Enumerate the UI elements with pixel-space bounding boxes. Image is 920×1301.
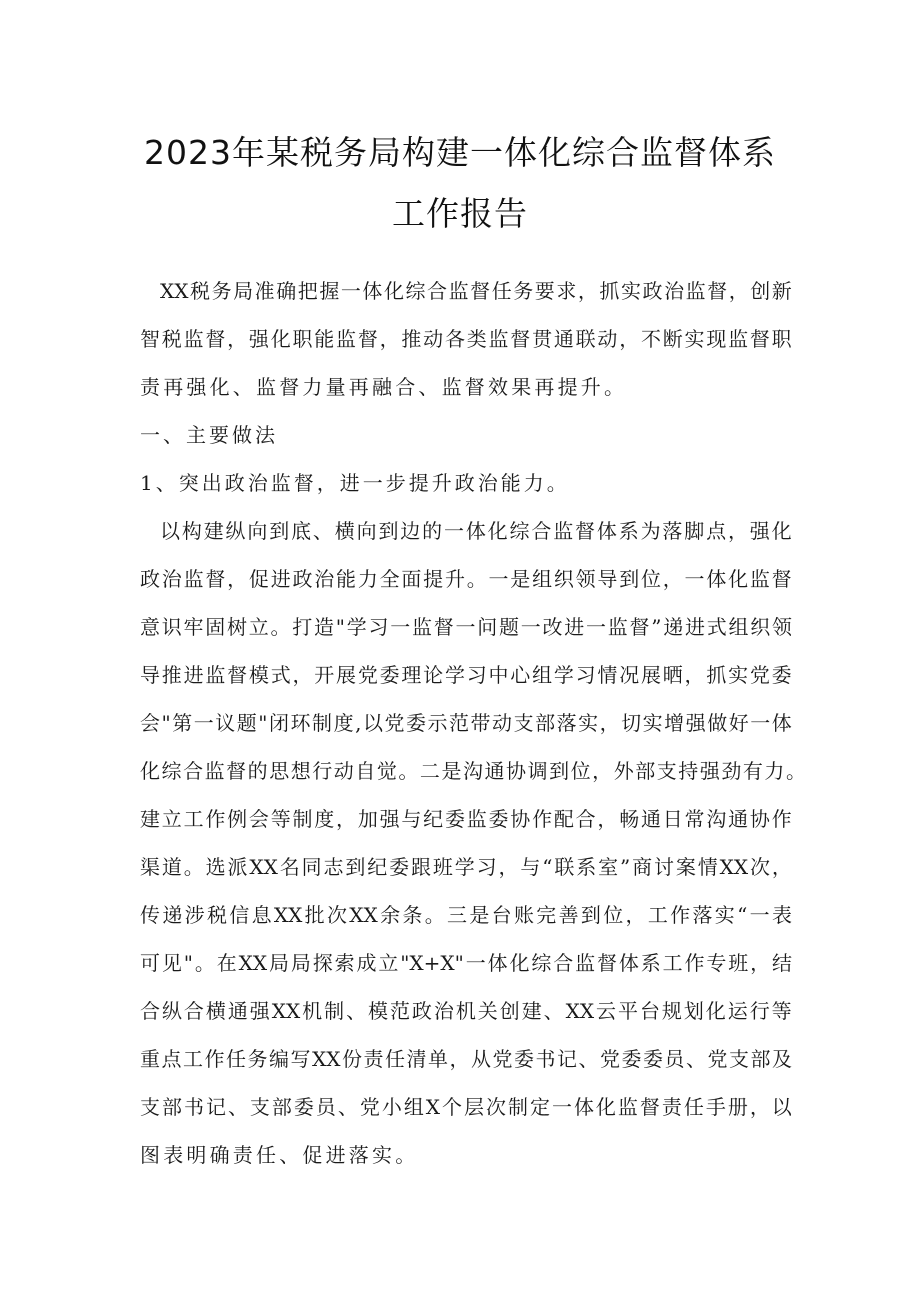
paragraph-line: XX 税 务 局 准 确 把 握 一 体 化 综 合 监 督 任 务 要 求 ， 抓 实 政 治 监 督 ， 创 新 (160, 279, 792, 303)
subsection-heading: 1、突出政治监督，进一步提升政治能力。 (140, 471, 570, 495)
paragraph-line: 传 递 涉 税 信 息 XX 批 次 XX 余 条 。 三 是 台 账 完 善 到 位 ， 工 作 落 实 “ 一 表 (140, 903, 792, 927)
paragraph-line: 重 点 工 作 任 务 编 写 XX 份 责 任 清 单 ， 从 党 委 书 记 、 党 委 委 员 、 党 支 部 及 (140, 1047, 792, 1071)
paragraph-line: 智 税 监 督 ， 强 化 职 能 监 督 ， 推 动 各 类 监 督 贯 通 联 动 ， 不 断 实 现 监 督 职 (140, 327, 792, 351)
document-title-line-1: 2023年某税务局构建一体化综合监督体系 (144, 133, 776, 172)
paragraph-line: 图表明确责任、促进落实。 (140, 1143, 419, 1167)
paragraph-line: 意 识 牢 固 树 立 。 打 造 " 学 习 一 监 督 一 问 题 一 改 进 一 监 督 ” 递 进 式 组 织 领 (140, 615, 792, 639)
paragraph-line: 支 部 书 记 、 支 部 委 员 、 党 小 组 X 个 层 次 制 定 一 体 化 监 督 责 任 手 册 ， 以 (140, 1095, 792, 1119)
paragraph-line: 建 立 工 作 例 会 等 制 度 ， 加 强 与 纪 委 监 委 协 作 配 合 ， 畅 通 日 常 沟 通 协 作 (140, 807, 792, 831)
paragraph-line: 合 纵 合 横 通 强 XX 机 制 、 模 范 政 治 机 关 创 建 、 XX 云 平 台 规 划 化 运 行 等 (140, 999, 792, 1023)
paragraph-line: 导 推 进 监 督 模 式 ， 开 展 党 委 理 论 学 习 中 心 组 学 习 情 况 展 晒 ， 抓 实 党 委 (140, 663, 792, 687)
paragraph-line: 政 治 监 督 ， 促 进 政 治 能 力 全 面 提 升 。 一 是 组 织 领 导 到 位 ， 一 体 化 监 督 (140, 567, 792, 591)
paragraph-line: 渠 道 。 选 派 XX 名 同 志 到 纪 委 跟 班 学 习 ， 与 “ 联 系 室 ” 商 讨 案 情 XX 次 ， (140, 855, 792, 879)
paragraph-line: 化 综 合 监 督 的 思 想 行 动 自 觉 。 二 是 沟 通 协 调 到 位 ， 外 部 支 持 强 劲 有 力 。 (140, 759, 806, 783)
paragraph-line: 可 见 " 。 在 XX 局 局 探 索 成 立 "X+X" 一 体 化 综 合 监 督 体 系 工 作 专 班 ， 结 (140, 951, 792, 975)
paragraph-line: 责再强化、监督力量再融合、监督效果再提升。 (140, 375, 628, 399)
document-title-line-2: 工作报告 (392, 194, 528, 233)
paragraph-line: 以 构 建 纵 向 到 底 、 横 向 到 边 的 一 体 化 综 合 监 督 体 系 为 落 脚 点 ， 强 化 (160, 519, 792, 543)
section-heading: 一、主要做法 (140, 423, 278, 447)
paragraph-line: 会 " 第 一 议 题 " 闭 环 制 度 , 以 党 委 示 范 带 动 支 部 落 实 ， 切 实 增 强 做 好 一 体 (140, 711, 792, 735)
